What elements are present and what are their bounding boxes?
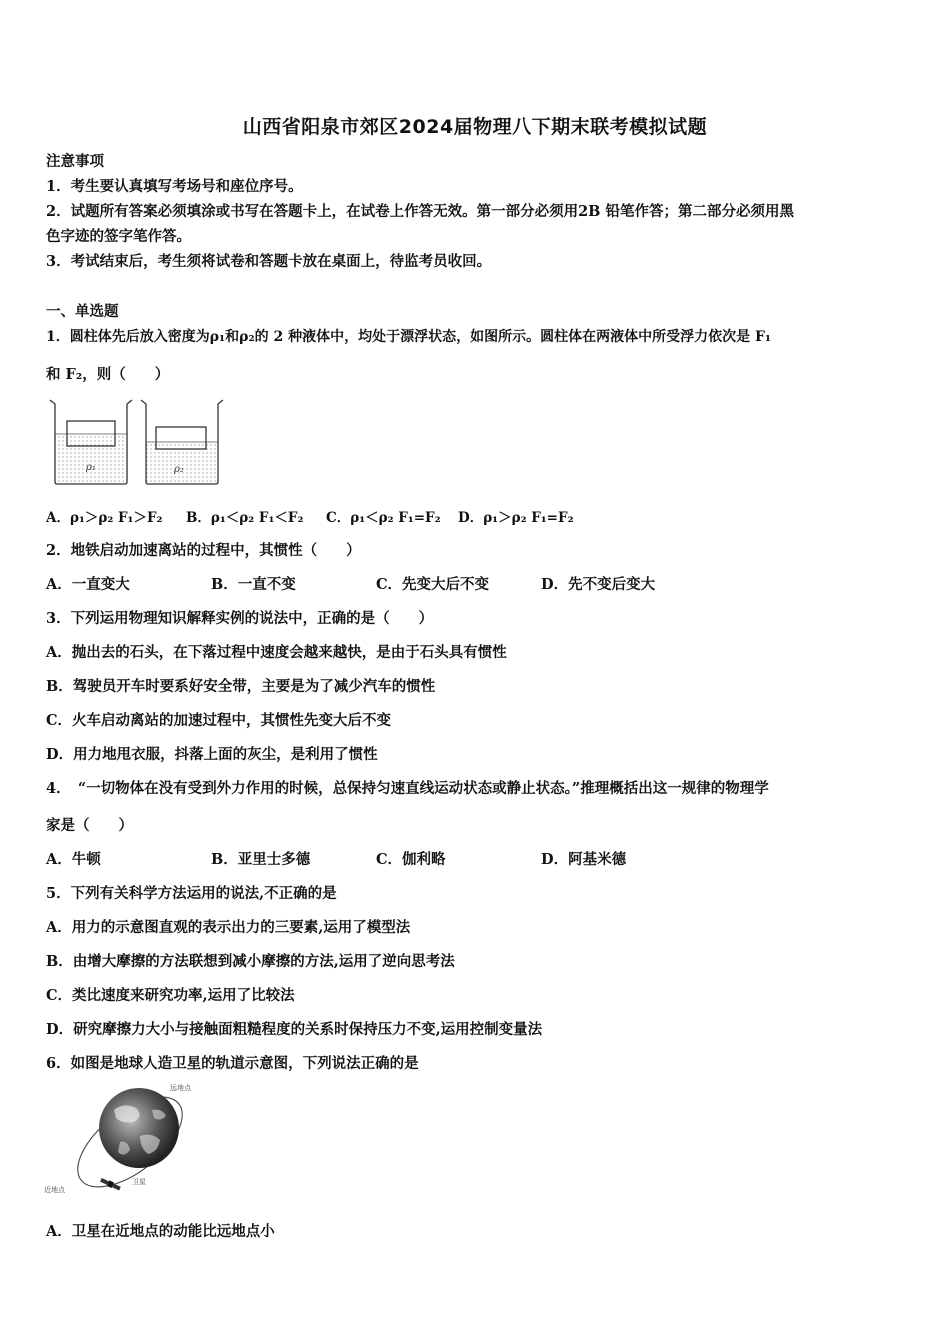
- q3-option-a[interactable]: A．抛出去的石头，在下落过程中速度会越来越快，是由于石头具有惯性: [46, 644, 507, 661]
- note-item: 2．试题所有答案必须填涂或书写在答题卡上，在试卷上作答无效。第一部分必须用2B 铅笔作答；第二部分必须用黑: [46, 203, 794, 220]
- q1-options: [46, 508, 906, 528]
- q1-option-a[interactable]: A．ρ₁＞ρ₂ F₁＞F₂: [46, 510, 163, 526]
- q2-option-b[interactable]: B．一直不变: [211, 576, 296, 593]
- q4-stem: 4． “一切物体在没有受到外力作用的时候，总保持匀速直线运动状态或静止状态。”推理概括出这一规律的物理学: [46, 780, 769, 797]
- satellite-icon: [100, 1177, 122, 1191]
- q6-option-a[interactable]: A．卫星在近地点的动能比远地点小: [46, 1223, 275, 1240]
- notes-heading: 注意事项: [46, 153, 104, 170]
- q5-option-d[interactable]: D．研究摩擦力大小与接触面粗糙程度的关系时保持压力不变,运用控制变量法: [46, 1021, 543, 1038]
- q4-option-d[interactable]: D．阿基米德: [541, 851, 627, 868]
- q1-option-c[interactable]: C．ρ₁＜ρ₂ F₁=F₂: [326, 510, 441, 526]
- apogee-label: 远地点: [170, 1084, 191, 1092]
- exam-title: 山西省阳泉市郊区2024届物理八下期末联考模拟试题: [242, 116, 708, 138]
- q1-stem: 1．圆柱体先后放入密度为ρ₁和ρ₂的 2 种液体中，均处于漂浮状态，如图所示。圆柱体在两液体中所受浮力依次是 F₁: [46, 329, 772, 345]
- perigee-label: 近地点: [44, 1186, 65, 1194]
- q5-stem: 5．下列有关科学方法运用的说法,不正确的是: [46, 885, 337, 902]
- q4-option-b[interactable]: B．亚里士多德: [211, 851, 311, 868]
- q5-option-b[interactable]: B．由增大摩擦的方法联想到减小摩擦的方法,运用了逆向思考法: [46, 953, 455, 970]
- section-heading: 一、单选题: [46, 303, 119, 320]
- q1-option-d[interactable]: D．ρ₁＞ρ₂ F₁=F₂: [458, 510, 574, 526]
- q2-stem: 2．地铁启动加速离站的过程中，其惯性（ ）: [46, 542, 361, 559]
- beakers-figure: [46, 396, 226, 490]
- q6-stem: 6．如图是地球人造卫星的轨道示意图，下列说法正确的是: [46, 1055, 419, 1072]
- earth-icon: [99, 1088, 179, 1168]
- rho2-label: ρ₂: [174, 464, 184, 475]
- q4-option-c[interactable]: C．伽利略: [376, 851, 446, 868]
- q3-option-c[interactable]: C．火车启动离站的加速过程中，其惯性先变大后不变: [46, 712, 392, 729]
- note-item: 3．考试结束后，考生须将试卷和答题卡放在桌面上，待监考员收回。: [46, 253, 492, 270]
- q2-option-c[interactable]: C．先变大后不变: [376, 576, 490, 593]
- q4-option-a[interactable]: A．牛顿: [46, 851, 101, 868]
- note-item: 色字迹的签字笔作答。: [46, 228, 191, 245]
- q1-stem-cont: 和 F₂，则（ ）: [46, 366, 170, 383]
- q2-options: [46, 575, 906, 595]
- q3-option-b[interactable]: B．驾驶员开车时要系好安全带，主要是为了减少汽车的惯性: [46, 678, 436, 695]
- q2-option-d[interactable]: D．先不变后变大: [541, 576, 656, 593]
- q3-option-d[interactable]: D．用力地甩衣服，抖落上面的灰尘，是利用了惯性: [46, 746, 378, 763]
- q3-stem: 3．下列运用物理知识解释实例的说法中，正确的是（ ）: [46, 610, 434, 627]
- q4-options: [46, 850, 906, 870]
- q4-stem-cont: 家是（ ）: [46, 817, 133, 834]
- q5-option-a[interactable]: A．用力的示意图直观的表示出力的三要素,运用了模型法: [46, 919, 411, 936]
- q2-option-a[interactable]: A．一直变大: [46, 576, 130, 593]
- q1-option-b[interactable]: B．ρ₁＜ρ₂ F₁＜F₂: [186, 510, 304, 526]
- satellite-label: 卫星: [132, 1178, 146, 1186]
- q5-option-c[interactable]: C．类比速度来研究功率,运用了比较法: [46, 987, 295, 1004]
- satellite-orbit-figure: [44, 1080, 204, 1196]
- note-item: 1．考生要认真填写考场号和座位序号。: [46, 178, 303, 195]
- rho1-label: ρ₁: [86, 462, 96, 473]
